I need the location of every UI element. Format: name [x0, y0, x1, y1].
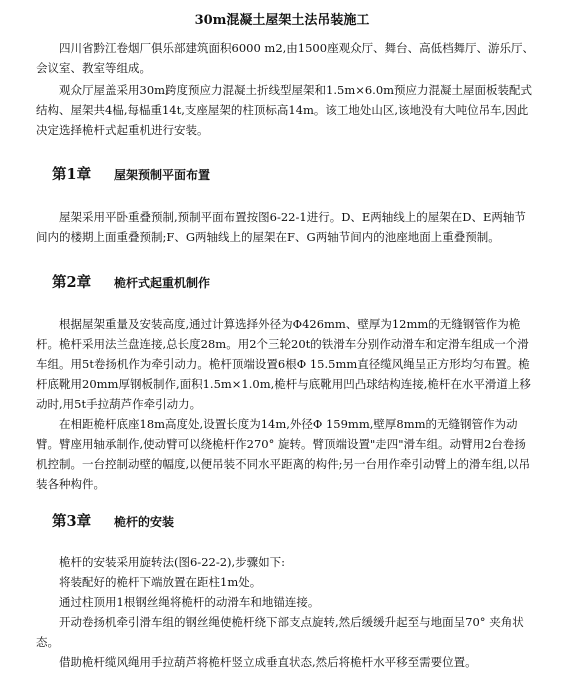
chapter-3-paragraph-5: 借助桅杆缆风绳用手拉葫芦将桅杆竖立成垂直状态,然后将桅杆水平移至需要位置。 — [59, 655, 477, 669]
chapter-3-paragraph-2: 将装配好的桅杆下端放置在距柱1m处。 — [59, 575, 262, 589]
document-title: 30m混凝土屋架土法吊装施工 — [194, 13, 370, 28]
chapter-1-number: 第1章 — [52, 166, 92, 183]
chapter-1-paragraph-1: 屋架采用平卧重叠预制,预制平面布置按图6-22-1进行。D、E两轴线上的屋架在D、E两轴节间内的楼期上面重叠预制;F、G两轴线上的屋架在F、G两轴节间内的池座地面上重叠预制。 — [36, 210, 526, 244]
chapter-2-heading — [52, 271, 210, 292]
chapter-3-paragraph-3: 通过柱顶用1根钢丝绳将桅杆的动滑车和地锚连接。 — [59, 595, 320, 609]
chapter-1-heading — [52, 163, 210, 184]
chapter-2-paragraph-1: 根据屋架重量及安装高度,通过计算选择外径为Φ426mm、壁厚为12mm的无缝钢管作为桅杆。桅杆采用法兰盘连接,总长度28m。用2个三轮20t的铁滑车分别作动滑车和定滑车组成一个滑车组。用5t卷扬机作为牵引动力。桅杆顶端设置6根Φ 15.5mm直径缆风绳呈正方形均匀布置。桅杆底靴用20mm厚钢板制作,面积1.5m×1.0m,桅杆与底靴用凹凸球结构连接,桅杆在水平滑道上移动时,用5t手拉葫芦作牵引动力。 — [36, 317, 531, 411]
intro-paragraph-2: 观众厅屋盖采用30m跨度预应力混凝土折线型屋架和1.5m×6.0m预应力混凝土屋面板装配式结构、屋架共4榀,每榀重14t,支座屋架的柱顶标高14m。该工地处山区,该地没有大吨位吊车,因此决定选择桅杆式起重机进行安装。 — [36, 83, 533, 137]
chapter-2-paragraph-2: 在相距桅杆底座18m高度处,设置长度为14m,外径Φ 159mm,壁厚8mm的无缝钢管作为动臂。臂座用轴承制作,使动臂可以绕桅杆作270° 旋转。臂顶端设置"走四"滑车组。动臂用2台卷扬机控制。一台控制动壁的幅度,以便吊装不同水平距离的构件;另一台用作牵引动臂上的滑车组,以吊装各种构件。 — [36, 417, 531, 491]
chapter-3-paragraph-1: 桅杆的安装采用旋转法(图6-22-2),步骤如下: — [59, 555, 286, 569]
chapter-3-name: 桅杆的安装 — [114, 515, 175, 529]
chapter-3-number: 第3章 — [52, 513, 92, 530]
chapter-2-number: 第2章 — [52, 274, 92, 291]
chapter-1-name: 屋架预制平面布置 — [114, 168, 211, 182]
chapter-3-paragraph-4: 开动卷扬机牵引滑车组的钢丝绳使桅杆绕下部支点旋转,然后缓缓升起至与地面呈70° 夹角状态。 — [36, 615, 524, 649]
chapter-2-name: 桅杆式起重机制作 — [114, 276, 211, 290]
chapter-3-heading — [52, 510, 174, 531]
intro-paragraph-1: 四川省黔江卷烟厂俱乐部建筑面积6000 m2,由1500座观众厅、舞台、高低档舞厅、游乐厅、会议室、教室等组成。 — [36, 41, 535, 75]
